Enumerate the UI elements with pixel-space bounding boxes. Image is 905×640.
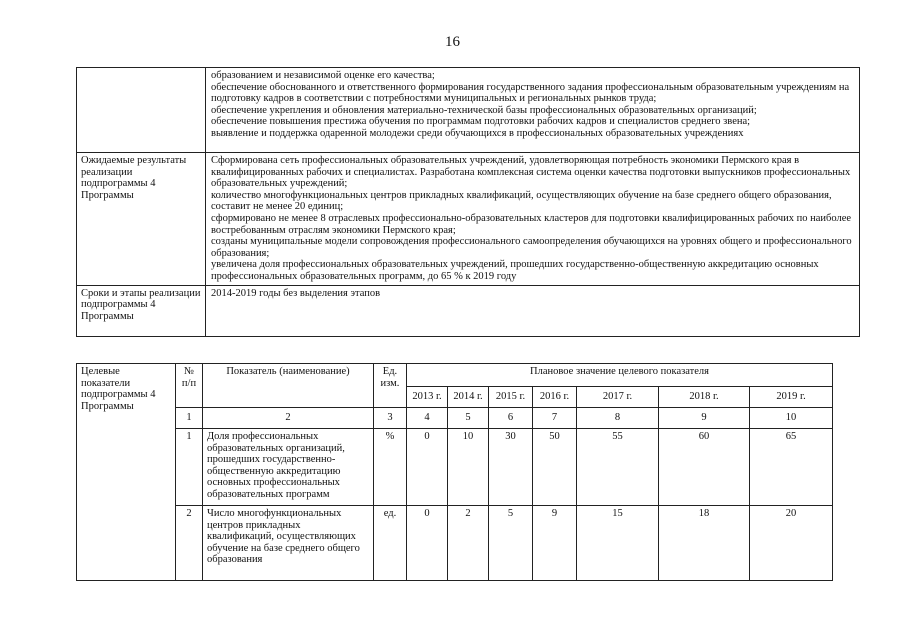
continuation-line: обеспечение укрепления и обновления материально-технической базы профессиональных образовательных организаций; — [211, 104, 757, 116]
column-number: 1 — [176, 408, 203, 429]
indicator-value: 9 — [533, 506, 577, 581]
indicator-value: 18 — [659, 506, 750, 581]
timeline-row — [77, 285, 860, 336]
result-line: созданы муниципальные модели сопровождения профессионального самоопределения обучающихся на уровнях общего и профессионального образования; — [211, 236, 852, 259]
continuation-text-cell — [206, 68, 860, 153]
indicator-name: Число многофункциональных центров прикладных квалификаций, осуществляющих обучение на базе среднего общего образования — [203, 506, 374, 581]
indicator-value: 10 — [448, 429, 489, 506]
year-header: 2015 г. — [489, 387, 533, 408]
year-header: 2017 г. — [577, 387, 659, 408]
result-line: увеличена доля профессиональных образовательных учреждений, прошедших государственно-общественную аккредитацию основных профессиональных образовательных программ, до 65 % к 2019 году — [211, 259, 819, 282]
year-header: 2013 г. — [407, 387, 448, 408]
indicator-value: 60 — [659, 429, 750, 506]
continuation-line: обеспечение обоснованного и ответственного формирования государственного задания профессиональным образовательным учреждениям на подготовку кадров в соответствии с потребностями муниципальных и региональных рынков труда; — [211, 81, 850, 105]
continuation-line: обеспечение повышения престижа обучения по программам подготовки рабочих кадров и специалистов среднего звена; — [211, 116, 751, 128]
column-numbers-row — [77, 408, 833, 429]
col-unit-header: Ед. изм. — [374, 364, 407, 408]
timeline-label: Сроки и этапы реализации подпрограммы 4 Программы — [77, 285, 206, 336]
subprogram-passport-table — [76, 67, 860, 337]
indicator-value: 15 — [577, 506, 659, 581]
empty-label-cell — [77, 68, 206, 153]
indicator-unit: ед. — [374, 506, 407, 581]
column-number: 2 — [203, 408, 374, 429]
expected-results-label: Ожидаемые результаты реализации подпрограммы 4 Программы — [77, 153, 206, 286]
column-number: 7 — [533, 408, 577, 429]
indicators-section-label: Целевые показатели подпрограммы 4 Программы — [77, 364, 176, 581]
result-line: сформировано не менее 8 отраслевых профессионально-образовательных кластеров для подготовки квалифицированных рабочих по наиболее востребованным отраслям экономики Пермского края; — [211, 212, 852, 236]
indicator-unit: % — [374, 429, 407, 506]
indicator-value: 0 — [407, 506, 448, 581]
indicator-no: 2 — [176, 506, 203, 581]
continuation-line: выявление и поддержка одаренной молодежи среди обучающихся в профессиональных образовательных учреждениях — [211, 127, 744, 139]
year-header: 2014 г. — [448, 387, 489, 408]
page-number: 16 — [445, 34, 460, 50]
continuation-line: образованием и независимой оценке его качества; — [211, 70, 435, 81]
expected-results-row — [77, 153, 860, 286]
indicator-row — [77, 429, 833, 506]
indicators-table — [76, 363, 833, 581]
column-number: 3 — [374, 408, 407, 429]
col-plan-header: Плановое значение целевого показателя — [407, 364, 833, 387]
indicator-value: 2 — [448, 506, 489, 581]
column-number: 9 — [659, 408, 750, 429]
column-number: 6 — [489, 408, 533, 429]
year-header: 2016 г. — [533, 387, 577, 408]
expected-results-text — [206, 153, 860, 286]
col-name-header: Показатель (наименование) — [203, 364, 374, 408]
indicator-row — [77, 506, 833, 581]
col-no-header: № п/п — [176, 364, 203, 408]
indicator-name: Доля профессиональных образовательных организаций, прошедших государственно-общественную аккредитацию основных профессиональных образовательных программ — [203, 429, 374, 506]
indicator-value: 55 — [577, 429, 659, 506]
timeline-value: 2014-2019 годы без выделения этапов — [206, 285, 860, 336]
indicator-value: 0 — [407, 429, 448, 506]
result-line: Сформирована сеть профессиональных образовательных учреждений, удовлетворяющая потребность экономики Пермского края в квалифицированных рабочих и специалистах. Разработана комплексная система оценки качества подготовки выпускников профессиональных образовательных учреждений; — [211, 155, 851, 190]
indicator-no: 1 — [176, 429, 203, 506]
column-number: 8 — [577, 408, 659, 429]
indicator-value: 5 — [489, 506, 533, 581]
continuation-row — [77, 68, 860, 153]
column-number: 4 — [407, 408, 448, 429]
result-line: количество многофункциональных центров прикладных квалификаций, осуществляющих обучение на базе среднего общего образования, составит не менее 20 единиц; — [211, 189, 832, 213]
indicator-value: 65 — [750, 429, 833, 506]
header-row — [77, 364, 833, 387]
year-header: 2019 г. — [750, 387, 833, 408]
column-number: 10 — [750, 408, 833, 429]
indicator-value: 30 — [489, 429, 533, 506]
indicator-value: 50 — [533, 429, 577, 506]
year-header: 2018 г. — [659, 387, 750, 408]
column-number: 5 — [448, 408, 489, 429]
indicator-value: 20 — [750, 506, 833, 581]
